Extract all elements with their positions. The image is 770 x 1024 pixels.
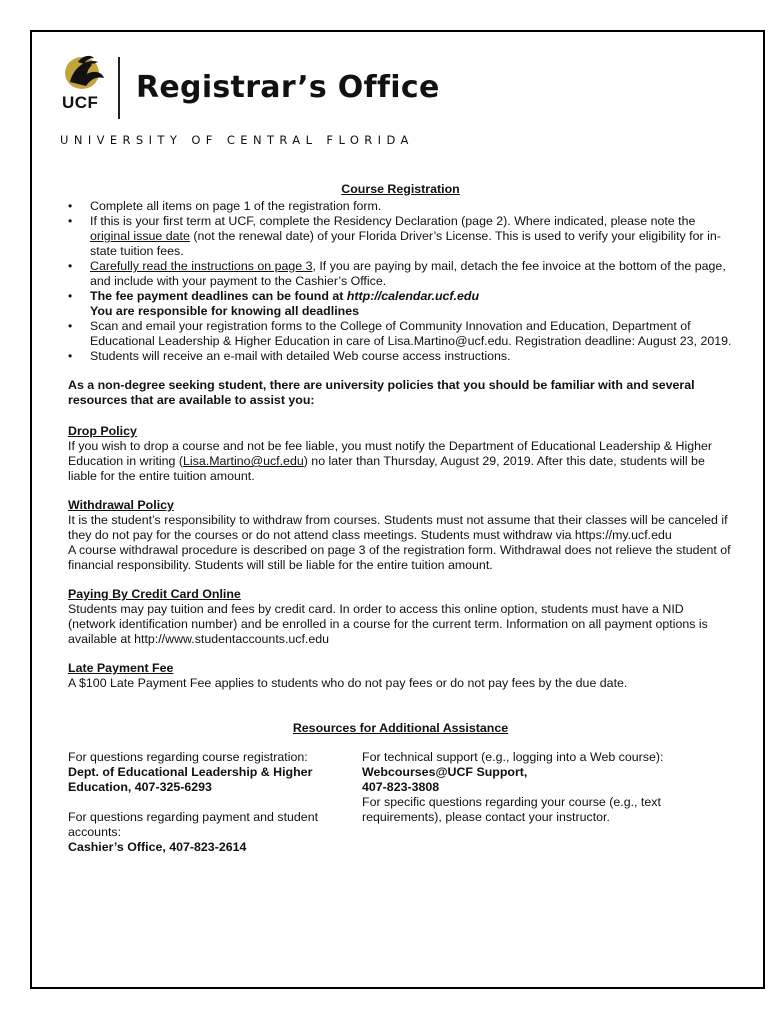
late-fee-text: A $100 Late Payment Fee applies to students who do not pay fees or do not pay fees by the due date.: [68, 676, 628, 690]
withdrawal-policy-heading: Withdrawal Policy: [68, 498, 174, 512]
webcourses-phone: 407-823-3808: [362, 780, 440, 794]
read-instructions-text: Carefully read the instructions on page 3: [90, 259, 313, 273]
withdrawal-text-1: It is the student’s responsibility to withdraw from courses. Students must not assume that their classes will be canceled if they do not pay for the courses or do not attend class meetings. Students must withdraw via https://my.ucf.edu: [68, 513, 728, 542]
list-item: • Carefully read the instructions on page 3, If you are paying by mail, detach the fee invoice at the bottom of the page, and include with your payment to the Cashier’s Office.: [90, 259, 733, 289]
resources-right-column: For technical support (e.g., logging into a Web course): Webcourses@UCF Support, 407-823-3808 For specific questions regarding your course (e.g., text requirements), please contact your instructor.: [362, 750, 732, 855]
registration-list: [68, 199, 733, 364]
calendar-link[interactable]: http://calendar.ucf.edu: [346, 289, 480, 303]
cashiers-office-contact: Cashier’s Office, 407-823-2614: [68, 840, 247, 854]
email-link[interactable]: Lisa.Martino@ucf.edu: [183, 454, 304, 468]
list-item: • Scan and email your registration forms to the College of Community Innovation and Education, Department of Educational Leadership & Higher Education in care of Lisa.Martino@ucf.edu. Registration deadline: August 23, 2019.: [90, 319, 733, 349]
withdrawal-text-2: A course withdrawal procedure is described on page 3 of the registration form. Withdrawal does not relieve the student of financial responsibility. Students will still be liable for the entire tuition amount.: [68, 543, 731, 572]
list-item: • The fee payment deadlines can be found at http://calendar.ucf.edu You are responsible for knowing all deadlines: [90, 289, 733, 319]
list-item: • Students will receive an e-mail with detailed Web course access instructions.: [90, 349, 733, 364]
ucf-wordmark: UCF: [62, 93, 99, 112]
credit-card-heading: Paying By Credit Card Online: [68, 587, 241, 601]
header-divider: [118, 57, 120, 119]
list-item: • Complete all items on page 1 of the registration form.: [90, 199, 733, 214]
header: [60, 50, 700, 150]
resources-heading: Resources for Additional Assistance: [292, 721, 509, 735]
credit-card-text: Students may pay tuition and fees by credit card. In order to access this online option, students must have a NID (network identification number) and be enrolled in a course for the current term. Information on all payment options is available at http://www.studentaccounts.ucf.edu: [68, 602, 708, 646]
university-name: UNIVERSITY OF CENTRAL FLORIDA: [60, 133, 414, 147]
late-fee-heading: Late Payment Fee: [68, 661, 174, 675]
original-issue-date-text: original issue date: [90, 229, 190, 243]
list-item: • If this is your first term at UCF, complete the Residency Declaration (page 2). Where indicated, please note the original issue date (not the renewal date) of your Florida Driver’s License. This is used to verify your eligibility for in-state tuition fees.: [90, 214, 733, 259]
document-body: [68, 182, 733, 855]
drop-policy-heading: Drop Policy: [68, 424, 137, 438]
resources-columns: [68, 750, 733, 855]
ucf-pegasus-logo-icon: [60, 52, 110, 92]
webcourses-support-contact: Webcourses@UCF Support,: [362, 765, 528, 779]
intro-paragraph: As a non-degree seeking student, there are university policies that you should be familiar with and several resources that are available to assist you:: [68, 378, 695, 407]
office-title: Registrar’s Office: [136, 70, 440, 105]
course-registration-heading: Course Registration: [341, 182, 460, 196]
ed-leadership-contact: Dept. of Educational Leadership & Higher Education, 407-325-6293: [68, 765, 313, 794]
drop-policy-text: If you wish to drop a course and not be fee liable, you must notify the Department of Educational Leadership & Higher Education in writing (Lisa.Martino@ucf.edu) no later than Thursday, August 29, 2019. After this date, students will be liable for the entire tuition amount.: [68, 439, 713, 483]
resources-left-column: For questions regarding course registration: Dept. of Educational Leadership & Higher Education, 407-325-6293 For questions regarding payment and student accounts: Cashier’s Office, 407-823-2614: [68, 750, 362, 855]
